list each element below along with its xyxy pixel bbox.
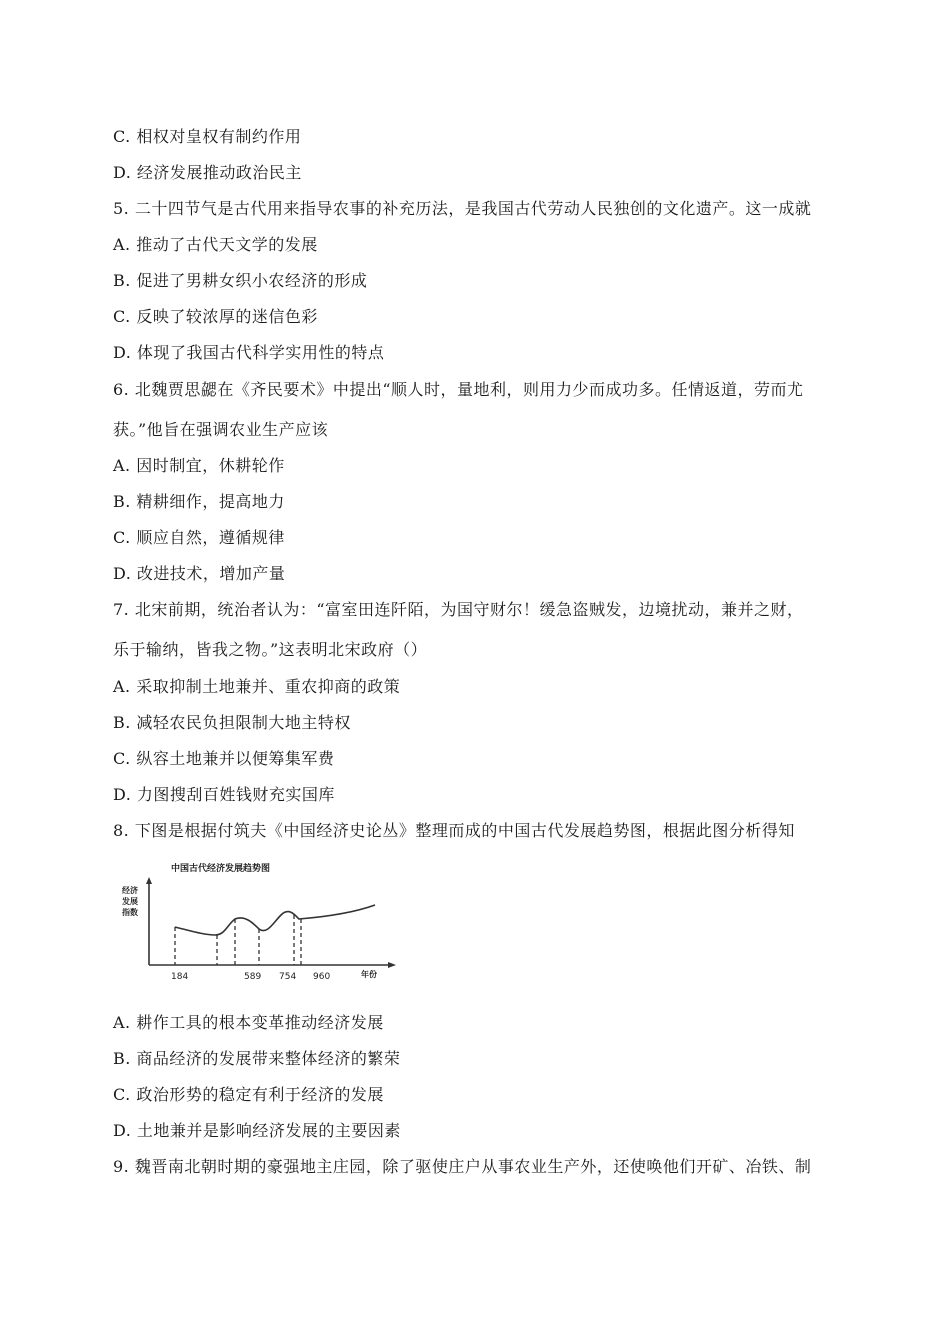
x-axis-label: 年份 — [361, 970, 377, 979]
option-d-q8: D. 土地兼并是影响经济发展的主要因素 — [113, 1121, 401, 1140]
option-d-q5: D. 体现了我国古代科学实用性的特点 — [113, 343, 385, 362]
x-tick-184: 184 — [171, 972, 189, 982]
option-a-q7: A. 采取抑制土地兼并、重农抑商的政策 — [113, 677, 401, 696]
economy-trend-chart — [113, 855, 403, 985]
option-d-q6: D. 改进技术，增加产量 — [113, 564, 286, 583]
option-b-q5: B. 促进了男耕女织小农经济的形成 — [113, 271, 368, 290]
chart-svg — [113, 855, 403, 985]
question-7-line-1: 7. 北宋前期，统治者认为：“富室田连阡陌，为国守财尔！缓急盗贼发，边境扰动，兼并之财， — [113, 600, 804, 619]
option-c-q4: C. 相权对皇权有制约作用 — [113, 127, 302, 146]
x-tick-754: 754 — [279, 972, 297, 982]
chart-title: 中国古代经济发展趋势图 — [171, 864, 271, 874]
x-tick-960: 960 — [313, 972, 331, 982]
trend-line — [175, 905, 375, 935]
question-8: 8. 下图是根据付筑夫《中国经济史论丛》整理而成的中国古代发展趋势图，根据此图分析得知 — [113, 821, 795, 840]
option-c-q5: C. 反映了较浓厚的迷信色彩 — [113, 307, 318, 326]
option-b-q8: B. 商品经济的发展带来整体经济的繁荣 — [113, 1049, 401, 1068]
y-axis-arrow — [146, 877, 152, 884]
question-5: 5. 二十四节气是古代用来指导农事的补充历法，是我国古代劳动人民独创的文化遗产。这一成就 — [113, 199, 812, 218]
y-axis-label-line-1: 经济 — [122, 886, 138, 895]
option-d-q7: D. 力图搜刮百姓钱财充实国库 — [113, 785, 335, 804]
option-b-q6: B. 精耕细作，提高地力 — [113, 492, 285, 511]
question-6-line-1: 6. 北魏贾思勰在《齐民要术》中提出“顺人时，量地利，则用力少而成功多。任情返道，劳而尤 — [113, 380, 804, 399]
option-a-q8: A. 耕作工具的根本变革推动经济发展 — [113, 1013, 384, 1032]
question-9: 9. 魏晋南北朝时期的豪强地主庄园，除了驱使庄户从事农业生产外，还使唤他们开矿、冶铁、制 — [113, 1157, 812, 1176]
option-c-q7: C. 纵容土地兼并以便筹集军费 — [113, 749, 335, 768]
option-c-q8: C. 政治形势的稳定有利于经济的发展 — [113, 1085, 384, 1104]
option-a-q6: A. 因时制宜，休耕轮作 — [113, 456, 285, 475]
x-axis-arrow — [388, 962, 396, 968]
x-tick-589: 589 — [244, 972, 262, 982]
option-a-q5: A. 推动了古代天文学的发展 — [113, 235, 318, 254]
option-b-q7: B. 减轻农民负担限制大地主特权 — [113, 713, 351, 732]
question-6-line-2: 获。”他旨在强调农业生产应该 — [113, 420, 329, 439]
question-7-line-2: 乐于输纳，皆我之物。”这表明北宋政府（） — [113, 640, 428, 659]
y-axis-label-line-2: 发展 — [122, 897, 138, 906]
y-axis-label-line-3: 指数 — [122, 908, 138, 917]
option-d-q4: D. 经济发展推动政治民主 — [113, 163, 302, 182]
option-c-q6: C. 顺应自然，遵循规律 — [113, 528, 285, 547]
